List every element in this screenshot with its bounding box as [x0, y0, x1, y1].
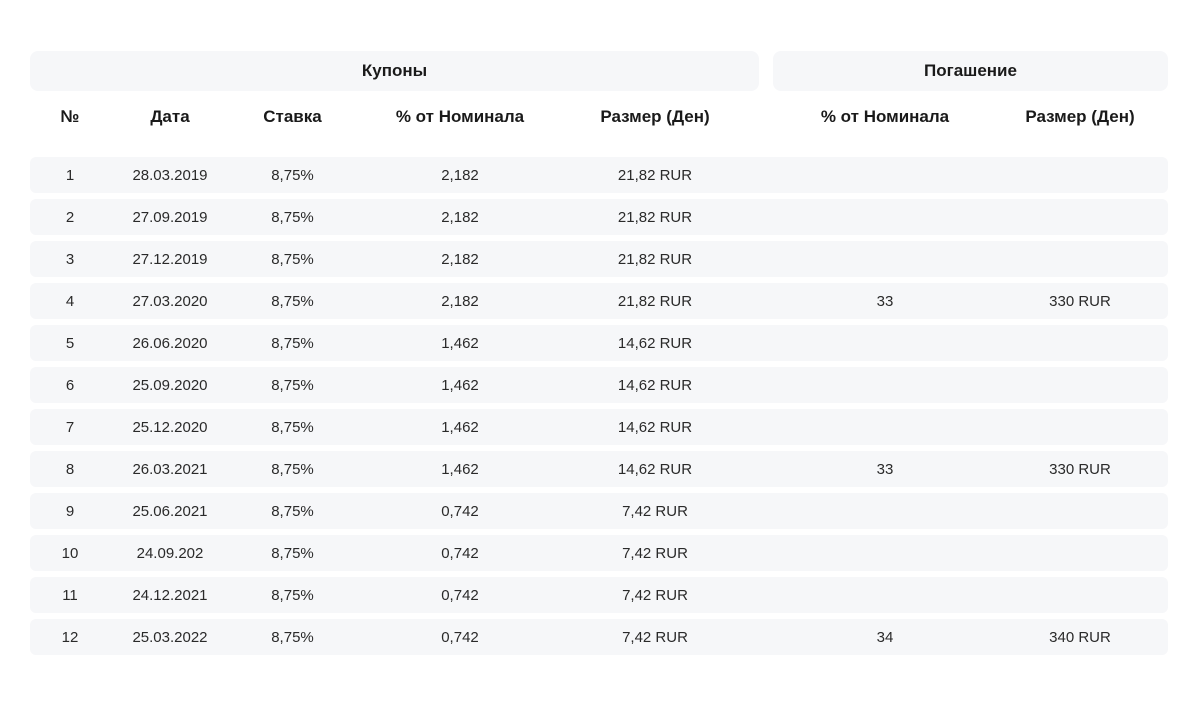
table-row [30, 619, 1168, 655]
cell-coupon-pct: 1,462 [441, 460, 479, 478]
cell-redemption-pct [780, 493, 990, 529]
cell-rate: 8,75% [271, 250, 314, 268]
cell-date: 24.09.202 [136, 544, 204, 562]
column-header-coupon-amount: Размер (Ден) [600, 107, 710, 126]
cell-redemption-pct: 34 [876, 628, 894, 646]
column-header-redemption-amount: Размер (Ден) [1025, 107, 1135, 126]
cell-rate: 8,75% [271, 166, 314, 184]
cell-coupon-amount: 14,62 RUR [617, 460, 693, 478]
cell-rate: 8,75% [271, 460, 314, 478]
cell-rate: 8,75% [271, 334, 314, 352]
table-row [30, 493, 1168, 529]
cell-redemption-pct [780, 577, 990, 613]
cell-date: 27.03.2020 [132, 292, 208, 310]
coupons-group-header [30, 51, 759, 91]
column-header-date: Дата [150, 107, 190, 126]
cell-num: 12 [61, 628, 79, 646]
cell-coupon-amount: 14,62 RUR [617, 334, 693, 352]
table-row [30, 409, 1168, 445]
cell-rate: 8,75% [271, 376, 314, 394]
table-row [30, 157, 1168, 193]
column-header-num: № [60, 107, 80, 126]
cell-date: 25.12.2020 [132, 418, 208, 436]
cell-rate: 8,75% [271, 418, 314, 436]
cell-num: 11 [62, 586, 78, 604]
cell-rate: 8,75% [271, 502, 314, 520]
column-header-redemption-pct: % от Номинала [820, 107, 950, 126]
cell-coupon-amount: 21,82 RUR [617, 250, 693, 268]
cell-date: 26.06.2020 [132, 334, 208, 352]
redemption-group-header [773, 51, 1168, 91]
cell-coupon-amount: 21,82 RUR [617, 166, 693, 184]
cell-redemption-pct [780, 367, 990, 403]
cell-coupon-amount: 7,42 RUR [622, 628, 688, 646]
cell-rate: 8,75% [271, 208, 314, 226]
cell-redemption-amount [990, 325, 1170, 361]
table-row [30, 367, 1168, 403]
redemption-group-title: Погашение [924, 61, 1017, 80]
cell-coupon-pct: 0,742 [441, 628, 479, 646]
cell-coupon-pct: 1,462 [441, 376, 479, 394]
cell-redemption-amount [990, 241, 1170, 277]
cell-rate: 8,75% [271, 628, 314, 646]
cell-date: 26.03.2021 [132, 460, 208, 478]
cell-num: 10 [61, 544, 79, 562]
cell-redemption-pct: 33 [876, 460, 894, 478]
cell-coupon-amount: 21,82 RUR [617, 208, 693, 226]
cell-coupon-pct: 2,182 [441, 250, 479, 268]
cell-rate: 8,75% [271, 544, 314, 562]
cell-coupon-amount: 7,42 RUR [622, 544, 688, 562]
table-row [30, 577, 1168, 613]
cell-date: 24.12.2021 [132, 586, 208, 604]
cell-num: 6 [65, 376, 75, 394]
cell-coupon-pct: 1,462 [441, 334, 479, 352]
cell-num: 3 [65, 250, 75, 268]
cell-coupon-pct: 2,182 [441, 166, 479, 184]
cell-redemption-pct [780, 409, 990, 445]
cell-num: 9 [65, 502, 75, 520]
cell-coupon-amount: 21,82 RUR [617, 292, 693, 310]
cell-date: 27.09.2019 [132, 208, 208, 226]
cell-num: 5 [65, 334, 75, 352]
cell-coupon-pct: 2,182 [441, 208, 479, 226]
cell-date: 25.03.2022 [132, 628, 208, 646]
cell-coupon-amount: 7,42 RUR [622, 586, 688, 604]
cell-date: 25.06.2021 [132, 502, 208, 520]
cell-redemption-pct [780, 199, 990, 235]
cell-redemption-amount [990, 199, 1170, 235]
cell-date: 25.09.2020 [132, 376, 208, 394]
table-row [30, 325, 1168, 361]
table-row [30, 535, 1168, 571]
cell-redemption-amount [990, 367, 1170, 403]
cell-coupon-amount: 14,62 RUR [617, 376, 693, 394]
cell-num: 1 [65, 166, 75, 184]
coupons-group-title: Купоны [361, 61, 428, 80]
cell-num: 4 [65, 292, 75, 310]
cell-redemption-amount [990, 409, 1170, 445]
cell-num: 8 [65, 460, 75, 478]
cell-date: 28.03.2019 [132, 166, 208, 184]
cell-redemption-amount [990, 493, 1170, 529]
cell-num: 2 [65, 208, 75, 226]
table-row [30, 241, 1168, 277]
table-row [30, 451, 1168, 487]
cell-redemption-pct [780, 325, 990, 361]
cell-redemption-amount: 340 RUR [1049, 628, 1111, 646]
cell-coupon-pct: 2,182 [441, 292, 479, 310]
cell-redemption-amount: 330 RUR [1049, 460, 1111, 478]
cell-rate: 8,75% [271, 586, 314, 604]
table-row [30, 283, 1168, 319]
cell-redemption-pct [780, 535, 990, 571]
cell-redemption-pct: 33 [876, 292, 894, 310]
cell-redemption-pct [780, 241, 990, 277]
table-row [30, 199, 1168, 235]
column-header-rate: Ставка [263, 107, 322, 126]
cell-coupon-pct: 1,462 [441, 418, 479, 436]
cell-date: 27.12.2019 [132, 250, 208, 268]
cell-redemption-amount: 330 RUR [1049, 292, 1111, 310]
cell-coupon-pct: 0,742 [441, 502, 479, 520]
cell-coupon-pct: 0,742 [441, 544, 479, 562]
column-header-coupon-pct: % от Номинала [395, 107, 525, 126]
cell-coupon-amount: 7,42 RUR [622, 502, 688, 520]
cell-coupon-amount: 14,62 RUR [617, 418, 693, 436]
cell-redemption-amount [990, 577, 1170, 613]
cell-num: 7 [65, 418, 75, 436]
cell-rate: 8,75% [271, 292, 314, 310]
cell-redemption-amount [990, 535, 1170, 571]
cell-redemption-amount [990, 157, 1170, 193]
cell-coupon-pct: 0,742 [441, 586, 479, 604]
cell-redemption-pct [780, 157, 990, 193]
